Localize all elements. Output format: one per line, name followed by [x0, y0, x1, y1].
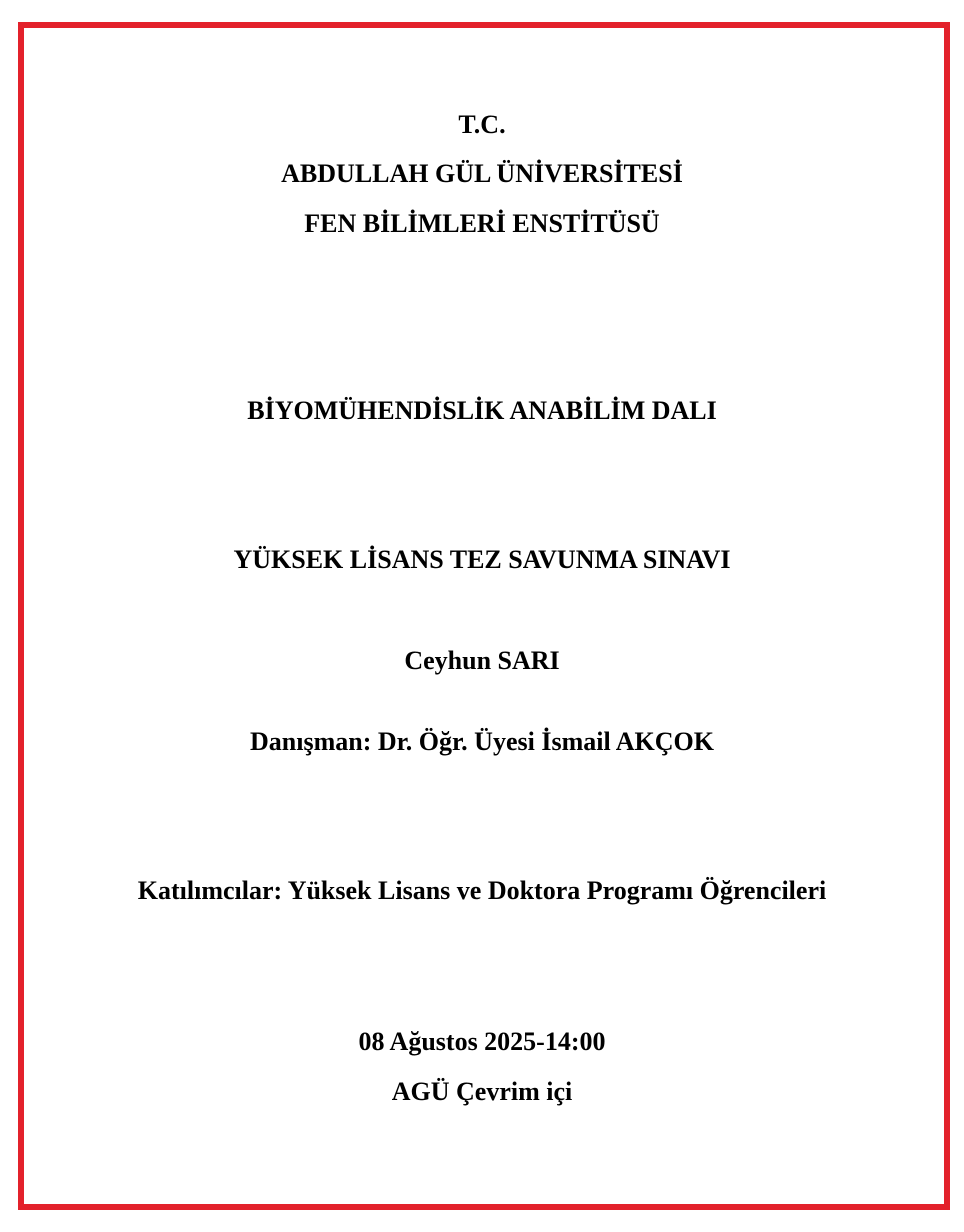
header-tc: T.C.: [458, 110, 506, 139]
university-name: ABDULLAH GÜL ÜNİVERSİTESİ: [281, 159, 683, 188]
department-name: BİYOMÜHENDİSLİK ANABİLİM DALI: [247, 396, 717, 425]
advisor-line: Danışman: Dr. Öğr. Üyesi İsmail AKÇOK: [250, 727, 714, 756]
event-location: AGÜ Çevrim içi: [391, 1077, 573, 1106]
event-datetime: 08 Ağustos 2025-14:00: [358, 1027, 606, 1056]
candidate-name: Ceyhun SARI: [404, 646, 560, 675]
participants-line: Katılımcılar: Yüksek Lisans ve Doktora Programı Öğrencileri: [137, 876, 827, 905]
event-title: YÜKSEK LİSANS TEZ SAVUNMA SINAVI: [233, 545, 731, 574]
institute-name: FEN BİLİMLERİ ENSTİTÜSÜ: [304, 209, 660, 238]
